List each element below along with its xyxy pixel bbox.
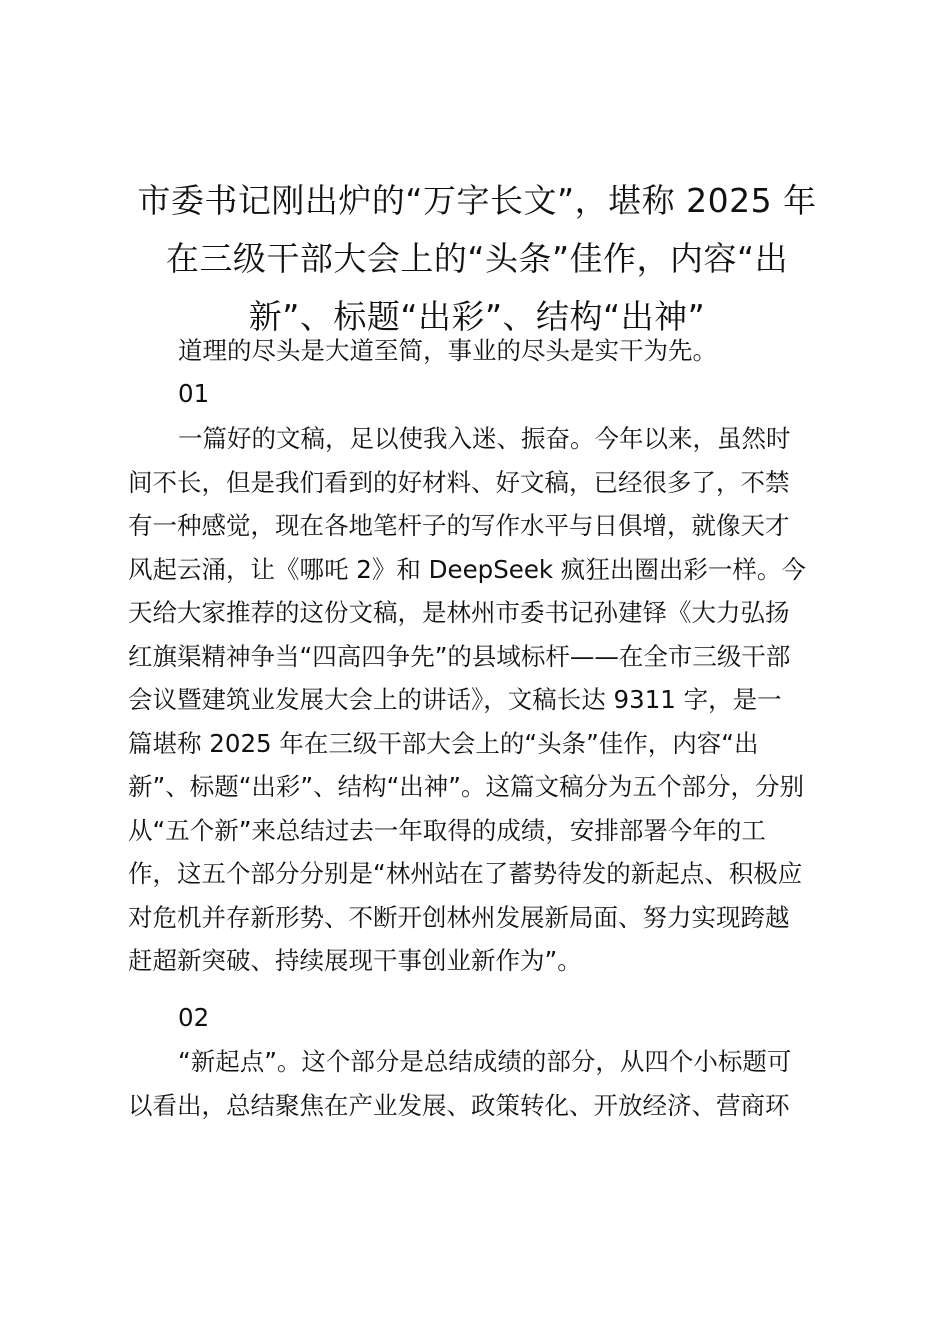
text-line: 会议暨建筑业发展大会上的讲话》，文稿长达 9311 字，是一 — [128, 685, 782, 714]
section-2-heading-block — [128, 996, 834, 1040]
text-line: 红旗渠精神争当“四高四争先”的县域标杆——在全市三级干部 — [128, 641, 791, 671]
text-line: 篇堪称 2025 年在三级干部大会上的“头条”佳作，内容“出 — [128, 728, 759, 758]
title-line: 市委书记刚出炉的“万字长文”，堪称 2025 年 — [137, 181, 817, 220]
text-line: 从“五个新”来总结过去一年取得的成绩，安排部署今年的工 — [128, 815, 766, 845]
document-title — [118, 172, 836, 346]
section-2-body — [128, 1040, 834, 1127]
section-1-heading-block — [128, 372, 834, 416]
text-line: “新起点”。这个部分是总结成绩的部分，从四个小标题可 — [178, 1047, 792, 1076]
title-line: 在三级干部大会上的“头条”佳作，内容“出 — [165, 239, 789, 278]
text-line: 赶超新突破、持续展现干事创业新作为”。 — [128, 946, 582, 975]
text-line: 一篇好的文稿，足以使我入迷、振奋。今年以来，虽然时 — [178, 424, 791, 453]
section-1-paragraph — [128, 417, 834, 983]
text-line: 对危机并存新形势、不断开创林州发展新局面、努力实现跨越 — [128, 902, 790, 932]
section-number: 01 — [178, 379, 210, 408]
text-line: 新”、标题“出彩”、结构“出神”。这篇文稿分为五个部分，分别 — [128, 772, 804, 801]
intro-paragraph: 道理的尽头是大道至简，事业的尽头是实干为先。 — [178, 336, 717, 365]
text-line: 间不长，但是我们看到的好材料、好文稿，已经很多了，不禁 — [128, 467, 790, 497]
title-line: 新”、标题“出彩”、结构“出神” — [248, 297, 706, 336]
text-line: 风起云涌，让《哪吒 2》和 DeepSeek 疯狂出圈出彩一样。今 — [128, 554, 806, 584]
text-line: 天给大家推荐的这份文稿，是林州市委书记孙建铎《大力弘扬 — [128, 598, 790, 627]
intro-block — [128, 329, 834, 373]
text-line: 以看出，总结聚焦在产业发展、政策转化、开放经济、营商环 — [128, 1090, 790, 1120]
section-1-body — [128, 417, 834, 983]
section-number: 02 — [178, 1003, 210, 1032]
text-line: 作，这五个部分分别是“林州站在了蓄势待发的新起点、积极应 — [128, 859, 803, 888]
text-line: 有一种感觉，现在各地笔杆子的写作水平与日俱增，就像天才 — [128, 511, 790, 540]
section-2-paragraph — [128, 1040, 834, 1127]
